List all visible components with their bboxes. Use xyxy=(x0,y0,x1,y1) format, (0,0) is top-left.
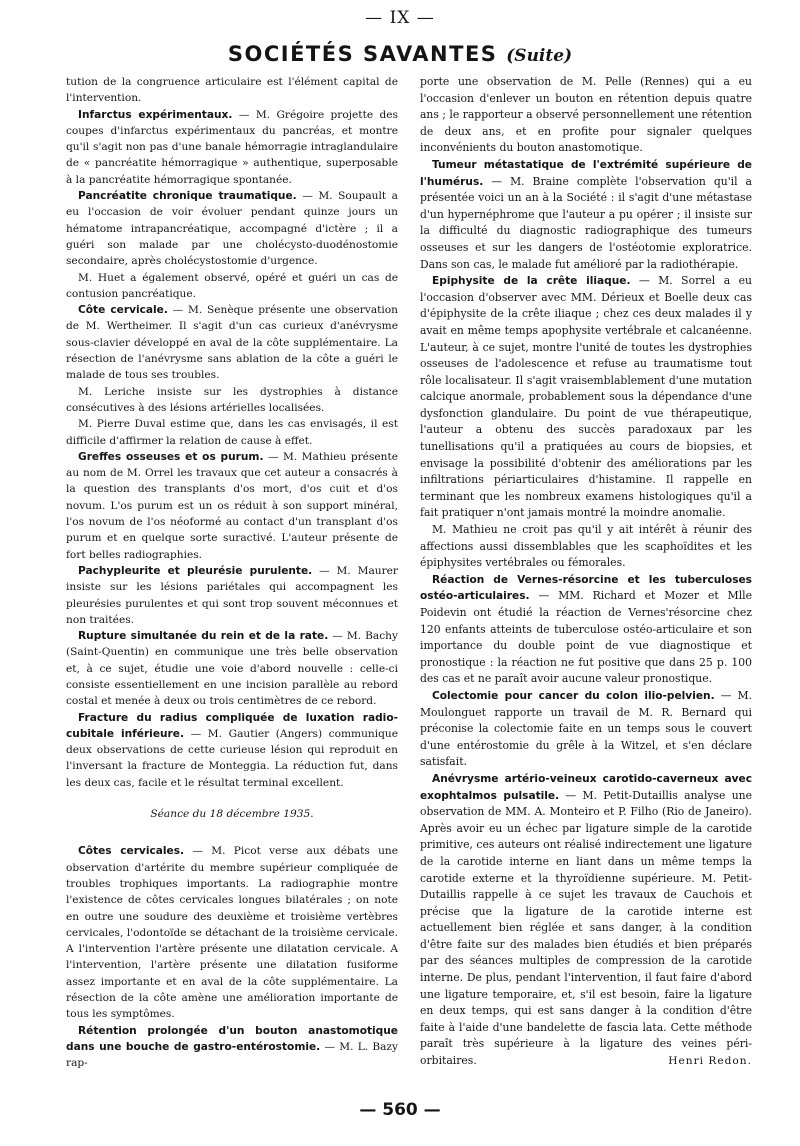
article-heading: Epiphysite de la crête iliaque. xyxy=(432,275,631,288)
text-paragraph xyxy=(66,270,398,303)
article-heading: Greffes osseuses et os purum. xyxy=(78,450,264,463)
paragraph-text: — M. Soupault a eu l'occasion de voir évoluer pendant quinze jours un hématome intrapancréatique, accompagné d'ictère ; il a guéri son malade par une cholécysto-duodénostomie secondaire, après cholécystostomie d'urgence. xyxy=(66,190,398,268)
article-paragraph xyxy=(66,449,398,563)
paragraph-text: M. Huet a également observé, opéré et guéri un cas de contusion pancréatique. xyxy=(66,271,398,300)
paragraph-text: M. Pierre Duval estime que, dans les cas envisagés, il est difficile d'affirmer la relation de cause à effet. xyxy=(66,418,398,447)
paragraph-text: tution de la congruence articulaire est l'élément capital de l'intervention. xyxy=(66,76,398,105)
paragraph-text: — M. Mathieu présente au nom de M. Orrel les travaux que cet auteur a consacrés à la question des transplants d'os mort, d'os cuit et d'os novum. L'os purum est un os réduit à son support minéral, l'os novum de l'os néoformé au contact d'un transplant d'os purum et en quelque sorte suractivé. L'auteur présente de fort belles radiographies. xyxy=(66,450,398,561)
article-paragraph xyxy=(66,563,398,628)
article-paragraph xyxy=(66,843,398,1022)
article-paragraph xyxy=(66,107,398,188)
article-heading: Pachypleurite et pleurésie purulente. xyxy=(78,564,313,577)
article-paragraph xyxy=(420,157,752,273)
paragraph-text: — M. Grégoire projette des coupes d'infarctus expérimentaux du pancréas, et montre qu'il s'agit non pas d'une banale hémorragie intraglandulaire de « pancréatite hémorragique » authentique, superposable à la pancréatite hémorragique spontanée. xyxy=(66,108,398,186)
article-paragraph xyxy=(66,710,398,791)
paragraph-text: — MM. Richard et Mozer et Mlle Poidevin ont étudié la réaction de Vernes'résorcine chez 120 enfants atteints de tuberculose ostéo-articulaire et son importance du double point de vue diagnostique et pronostique : la réaction ne fut positive que dans 25 p. 100 des cas et ne paraît avoir aucune valeur pronostique. xyxy=(420,589,752,686)
article-paragraph xyxy=(420,688,752,771)
article-heading: Pancréatite chronique traumatique. xyxy=(78,190,297,203)
paragraph-text: — M. Braine complète l'observation qu'il a présentée voici un an à la Société : il s'agit d'une métastase d'un hypernéphrome que l'auteur a pu opérer ; il insiste sur la difficulté du diagnostic radiographique des tumeurs osseuses et sur les dangers de l'ostéotomie exploratrice. Dans son cas, le malade fut amélioré par la radiothérapie. xyxy=(420,174,752,271)
roman-page-number: — IX — xyxy=(365,8,435,28)
paragraph-text: M. Leriche insiste sur les dystrophies à distance consécutives à des lésions artérielles localisées. xyxy=(66,385,398,414)
article-paragraph xyxy=(420,572,752,688)
paragraph-text: — M. Senèque présente une observation de M. Wertheimer. Il s'agit d'un cas curieux d'anévrysme sous-clavier développé en aval de la côte supplémentaire. La résection de l'anévrysme sans ablation de la côte a guéri le malade de tous ses troubles. xyxy=(66,304,398,382)
article-paragraph xyxy=(66,302,398,383)
article-heading: Colectomie pour cancer du colon ilio-pelvien. xyxy=(432,689,715,702)
article-paragraph xyxy=(66,628,398,709)
paragraph-text: — M. Picot verse aux débats une observation d'artérite du membre supérieur compliquée de troubles trophiques importants. La radiographie montre l'existence de côtes cervicales longues bilatérales ; on note en outre une soudure des deuxième et troisième vertèbres cervicales, l'odontoïde se détachant de la troisième cervicale. A l'intervention l'artère présente une dilatation cervicale. A l'intervention, l'artère présente une dilatation fusiforme assez importante et en aval de la côte supplémentaire. La résection de la côte amène une amélioration importante de tous les symptômes. xyxy=(66,845,398,1021)
article-heading: Côtes cervicales. xyxy=(78,845,185,858)
article-paragraph xyxy=(66,188,398,269)
paragraph-text: — M. Sorrel a eu l'occasion d'observer avec MM. Dérieux et Boelle deux cas d'épiphysite de la crête iliaque ; chez ces deux malades il y avait en même temps apophysite vertébrale et calcanéenne. L'auteur, à ce sujet, montre l'unité de toutes les dystrophies osseuses de l'adolescence et refuse au traumatisme tout rôle localisateur. Il s'agit vraisemblablement d'une mutation calcique anormale, probablement sous la dépendance d'une dysfonction glandulaire. Du point de vue thérapeutique, l'auteur a obtenu des succès paradoxaux par les tunellisations qu'il a pratiquées au cours de biopsies, et envisage la possibilité d'obtenir des améliorations par les infiltrations périarticulaires d'histamine. Il rappelle en terminant que les nombreux examens histologiques qu'il a fait pratiquer n'ont jamais montré la moindre anomalie. xyxy=(420,274,752,520)
paragraph-text: — M. Gautier (Angers) communique deux observations de cette curieuse lésion qui reproduit en l'inversant la fracture de Monteggia. La réduction fut, dans les deux cas, facile et le résultat terminal excellent. xyxy=(66,727,398,789)
article-paragraph xyxy=(66,1023,398,1072)
paragraph-text: — M. L. Bazy rap- xyxy=(66,1040,398,1070)
article-heading: Infarctus expérimentaux. xyxy=(78,108,233,121)
article-heading: Fracture du radius compliquée de luxation radio-cubitale inférieure. xyxy=(66,711,398,740)
paragraph-text: — M. Moulonguet rapporte un travail de M. R. Bernard qui préconise la colectomie faite en un temps sous le couvert d'une entérostomie du grêle à la Witzel, et s'en déclare satisfait. xyxy=(420,688,752,769)
right-column xyxy=(420,74,752,1070)
article-paragraph xyxy=(420,273,752,522)
text-paragraph xyxy=(66,416,398,449)
text-paragraph xyxy=(66,74,398,107)
session-date-heading: Séance du 18 décembre 1935. xyxy=(150,808,314,821)
text-paragraph xyxy=(420,74,752,157)
text-paragraph xyxy=(66,384,398,417)
text-paragraph xyxy=(420,522,752,572)
paragraph-text: — M. Maurer insiste sur les lésions pariétales qui accompagnent les pleurésies purulentes et qui sont trop souvent méconnues et non traitées. xyxy=(66,564,398,626)
article-paragraph xyxy=(420,771,752,1070)
section-title-text: SOCIÉTÉS SAVANTES xyxy=(227,42,498,66)
article-heading: Côte cervicale. xyxy=(78,304,168,317)
paragraph-text: — M. Bachy (Saint-Quentin) en communique une très belle observation et, à ce sujet, étudie une voie d'abord nouvelle : celle-ci consiste essentiellement en une incision parallèle au rebord costal et menée à deux ou trois centimètres de ce rebord. xyxy=(66,630,398,708)
article-heading: Rétention prolongée d'un bouton anastomotique dans une bouche de gastro-entérostomie. xyxy=(66,1024,398,1053)
article-heading: Tumeur métastatique de l'extrémité supérieure de l'humérus. xyxy=(420,158,752,188)
author-signature: Henri Redon. xyxy=(668,1055,752,1068)
paragraph-text: porte une observation de M. Pelle (Rennes) qui a eu l'occasion d'enlever un bouton en rétention depuis quatre ans ; le rapporteur a observé personnellement une rétention de deux ans, et en profite pour signaler quelques inconvénients du bouton anastomotique. xyxy=(420,75,753,155)
section-title xyxy=(0,42,800,66)
page-number: — 560 — xyxy=(359,1100,441,1120)
section-title-suffix: (Suite) xyxy=(506,46,573,66)
left-column xyxy=(66,74,398,1072)
paragraph-text: M. Mathieu ne croit pas qu'il y ait intérêt à réunir des affections aussi dissemblables que les scaphoïdites et les épiphysites vertébrales ou fémorales. xyxy=(420,523,752,570)
article-heading: Rupture simultanée du rein et de la rate. xyxy=(78,630,329,643)
article-heading: Réaction de Vernes-résorcine et les tuberculoses ostéo-articulaires. xyxy=(420,573,752,603)
article-heading: Anévrysme artério-veineux carotido-caverneux avec exophtalmos pulsatile. xyxy=(420,772,752,802)
paragraph-text: — M. Petit-Dutaillis analyse une observation de MM. A. Monteiro et P. Filho (Rio de Janeiro). Après avoir eu un échec par ligature simple de la carotide primitive, ces auteurs ont réalisé indirectement une ligature de la carotide interne en liant dans un même temps la carotide externe et la thyroïdienne supérieure. M. Petit-Dutaillis rappelle à ce sujet les travaux de Cauchois et précise que la ligature de la carotide interne est actuellement bien réglée et sans danger, à la condition d'être faite sur des malades bien étudiés et bien préparés par des séances multiples de compression de la carotide interne. De plus, pendant l'intervention, il faut faire d'abord une ligature temporaire, et, s'il est besoin, faire la ligature en deux temps, qui est sans danger à la condition d'être faite à l'aide d'une bandelette de fascia lata. Cette méthode paraît très supérieure à la ligature des veines péri-orbitaires. xyxy=(420,788,752,1068)
